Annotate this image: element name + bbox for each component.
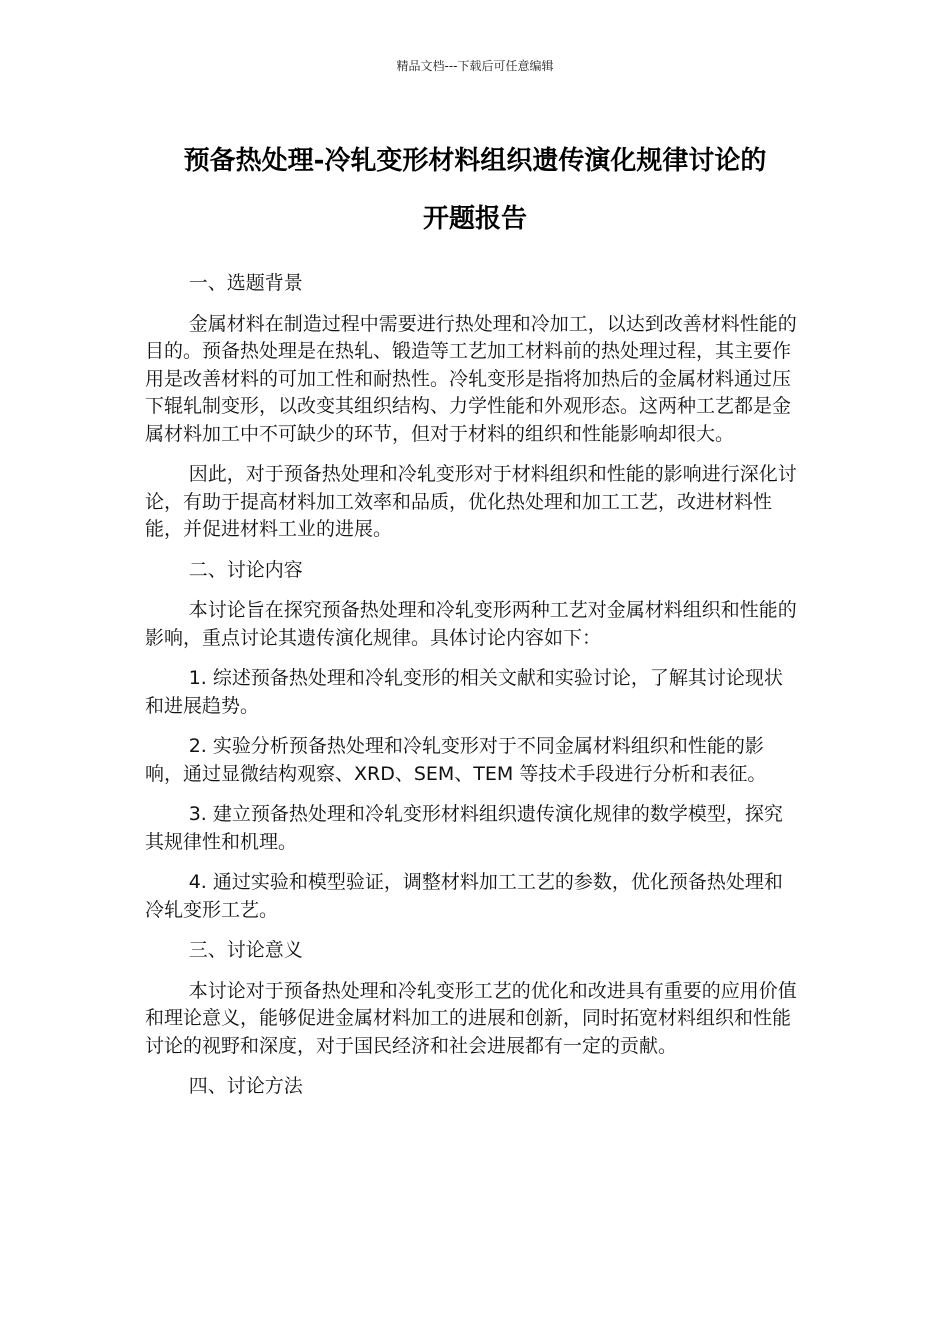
section-heading-methods: 四、讨论方法 bbox=[188, 1075, 303, 1097]
list-item: 2. 实验分析预备热处理和冷轧变形对于不同金属材料组织和性能的影响，通过显微结构观察、XRD、SEM、TEM 等技术手段进行分析和表征。 bbox=[145, 735, 767, 785]
list-item: 1. 综述预备热处理和冷轧变形的相关文献和实验讨论，了解其讨论现状和进展趋势。 bbox=[145, 667, 783, 717]
paragraph: 本讨论旨在探究预备热处理和冷轧变形两种工艺对金属材料组织和性能的影响，重点讨论其遗传演化规律。具体讨论内容如下： bbox=[145, 599, 797, 649]
title-line-2: 开题报告 bbox=[422, 204, 527, 234]
section-heading-significance: 三、讨论意义 bbox=[188, 939, 303, 961]
section-heading-background: 一、选题背景 bbox=[188, 272, 303, 294]
paragraph: 本讨论对于预备热处理和冷轧变形工艺的优化和改进具有重要的应用价值和理论意义，能够促进金属材料加工的进展和创新，同时拓宽材料组织和性能讨论的视野和深度，对于国民经济和社会进展都有一定的贡献。 bbox=[145, 979, 797, 1057]
section-heading-content: 二、讨论内容 bbox=[188, 558, 303, 581]
paragraph: 金属材料在制造过程中需要进行热处理和冷加工，以达到改善材料性能的目的。预备热处理是在热轧、锻造等工艺加工材料前的热处理过程，其主要作用是改善材料的可加工性和耐热性。冷轧变形是指将加热后的金属材料通过压下辊轧制变形，以改变其组织结构、力学性能和外观形态。这两种工艺都是金属材料加工中不可缺少的环节，但对于材料的组织和性能影响却很大。 bbox=[145, 312, 797, 445]
paragraph: 因此，对于预备热处理和冷轧变形对于材料组织和性能的影响进行深化讨论，有助于提高材料加工效率和品质，优化热处理和加工工艺，改进材料性能，并促进材料工业的进展。 bbox=[145, 463, 797, 540]
list-item: 3. 建立预备热处理和冷轧变形材料组织遗传演化规律的数学模型，探究其规律性和机理。 bbox=[145, 803, 783, 853]
document-body bbox=[145, 270, 800, 1114]
title-line-1: 预备热处理-冷轧变形材料组织遗传演化规律讨论的 bbox=[183, 146, 767, 176]
list-item: 4. 通过实验和模型验证，调整材料加工工艺的参数，优化预备热处理和冷轧变形工艺。 bbox=[145, 871, 783, 921]
document-title bbox=[140, 132, 810, 248]
page-header: 精品文档---下载后可任意编辑 bbox=[396, 59, 554, 73]
